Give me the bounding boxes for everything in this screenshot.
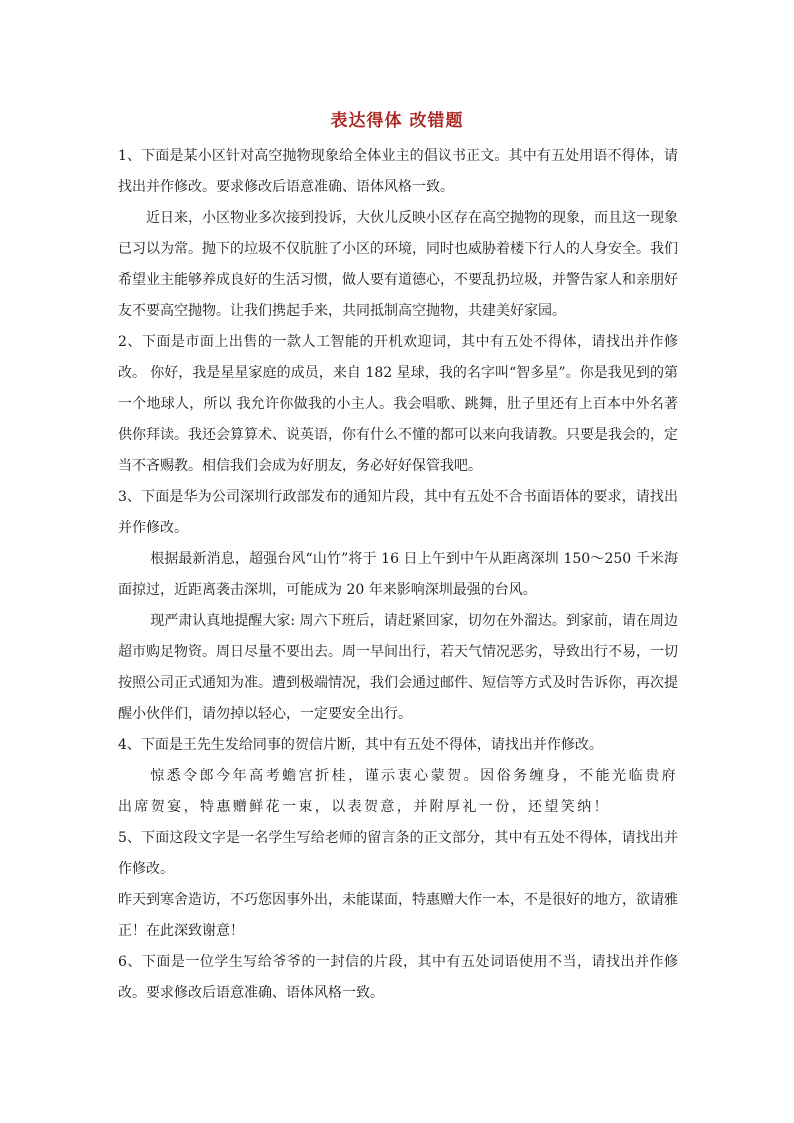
- question-5-prompt: 5、下面这段文字是一名学生写给老师的留言条的正文部分，其中有五处不得体，请找出并作修改。: [118, 830, 678, 877]
- question-2-prompt: 2、下面是市面上出售的一款人工智能的开机欢迎词，其中有五处不得体，请找出并作修改。: [118, 334, 678, 381]
- document-title: 表达得体 改错题: [330, 111, 464, 131]
- question-1-passage: 近日来，小区物业多次接到投诉，大伙儿反映小区存在高空抛物的现象，而且这一现象已习以为常。抛下的垃圾不仅肮脏了小区的环境，同时也威胁着楼下行人的人身安全。我们希望业主能够养成良好的生活习惯，做人要有道德心，不要乱扔垃圾，并警告家人和亲朋好友不要高空抛物。让我们携起手来，共同抵制高空抛物，共建美好家园。: [118, 210, 678, 319]
- question-6-prompt: 6、下面是一位学生写给爷爷的一封信的片段，其中有五处词语使用不当，请找出并作修改。要求修改后语意准确、语体风格一致。: [118, 954, 678, 1001]
- question-1-prompt: 1、下面是某小区针对高空抛物现象给全体业主的倡议书正文。其中有五处用语不得体，请找出并作修改。要求修改后语意准确、语体风格一致。: [118, 148, 678, 195]
- question-3-prompt: 3、下面是华为公司深圳行政部发布的通知片段，其中有五处不合书面语体的要求，请找出并作修改。: [118, 489, 678, 536]
- question-5-passage: 昨天到寒舍造访，不巧您因事外出，未能谋面，特惠赠大作一本，不是很好的地方，欲请雅正！在此深致谢意！: [118, 892, 678, 939]
- question-4-prompt: 4、下面是王先生发给同事的贺信片断，其中有五处不得体，请找出并作修改。: [118, 737, 603, 753]
- question-2-passage: 你好，我是星星家庭的成员，来自 182 星球，我的名字叫“智多星”。你是我见到的第一个地球人，所以 我允许你做我的小主人。我会唱歌、跳舞，肚子里还有上百本中外名著供你拜读。我还会算算术、说英语，你有什么不懂的都可以来向我请教。只要是我会的，定当不吝赐教。相信我们会成为好朋友，务必好好保管我吧。: [118, 365, 678, 474]
- question-3-passage-2: 现严肃认真地提醒大家: 周六下班后，请赶紧回家，切勿在外溜达。到家前，请在周边超市购足物资。周日尽量不要出去。周一早间出行，若天气情况恶劣，导致出行不易，一切按照公司正式通知为准。遭到极端情况，我们会通过邮件、短信等方式及时告诉你，再次提醒小伙伴们，请勿掉以轻心，一定要安全出行。: [118, 613, 678, 722]
- question-3-passage-1: 根据最新消息，超强台风“山竹”将于 16 日上午到中午从距离深圳 150～250 千米海面掠过，近距离袭击深圳，可能成为 20 年来影响深圳最强的台风。: [118, 551, 678, 598]
- question-4-passage: 惊悉令郎今年高考蟾宫折桂，谨示衷心蒙贺。因俗务缠身，不能光临贵府出席贺宴，特惠赠鲜花一束，以表贺意，并附厚礼一份，还望笑纳！: [118, 768, 678, 815]
